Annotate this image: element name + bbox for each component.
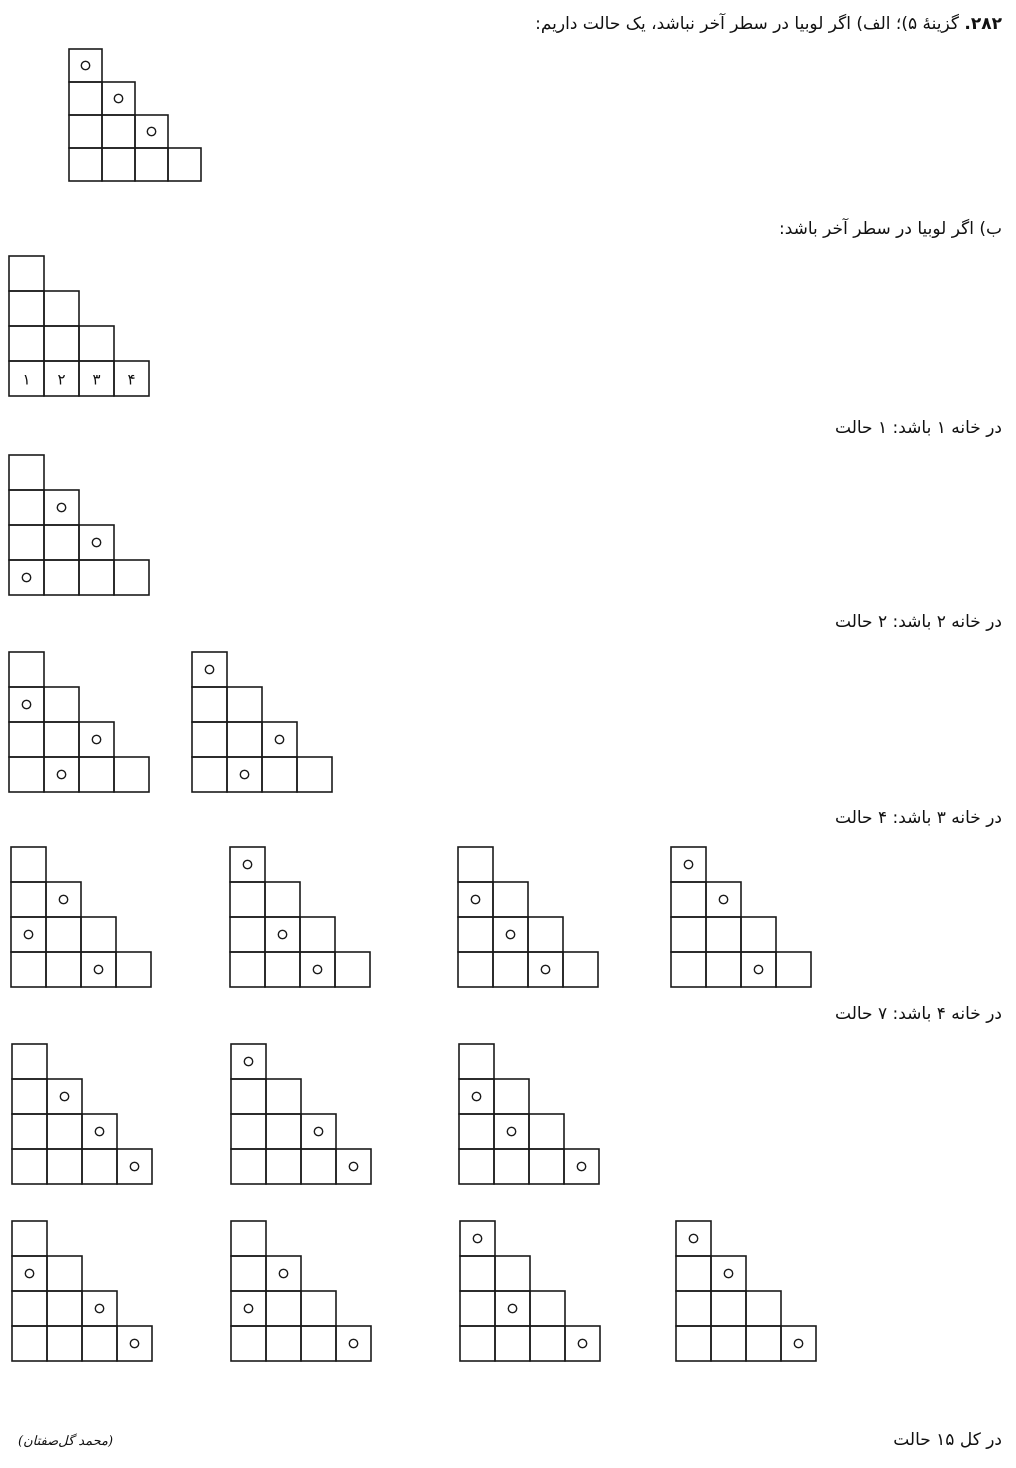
grid-cell [494,1079,529,1114]
bean-marker [24,930,32,938]
bean-marker [94,965,102,973]
case-4-figure [230,1220,372,1362]
bean-marker [349,1162,357,1170]
grid-cell [135,148,168,181]
bean-marker [22,573,30,581]
problem-statement [535,12,1002,36]
bean-marker [130,1339,138,1347]
grid-cell [79,722,114,757]
grid-cell [459,1044,494,1079]
grid-cell [44,291,79,326]
case-1-heading: در خانه ۱ باشد: ۱ حالت [835,418,1002,438]
grid-cell [301,1149,336,1184]
bean-marker [508,1304,516,1312]
case-4-figure [230,1043,372,1185]
grid-cell [44,560,79,595]
case-3-figure [10,846,152,988]
bean-marker [754,965,762,973]
grid-cell [530,1326,565,1361]
grid-cell [671,952,706,987]
grid-cell [493,952,528,987]
staircase-grid [8,454,150,596]
bean-marker [578,1339,586,1347]
grid-cell [192,757,227,792]
grid-cell [192,722,227,757]
grid-cell [81,952,116,987]
bean-marker [275,735,283,743]
grid-cell [44,687,79,722]
bean-marker [541,965,549,973]
grid-cell [301,1114,336,1149]
grid-cell [9,525,44,560]
grid-cell [46,952,81,987]
grid-cell [9,652,44,687]
bean-marker [473,1234,481,1242]
staircase-grid [229,846,371,988]
labeled-figure [8,255,150,397]
grid-cell [114,560,149,595]
grid-cell [11,917,46,952]
bean-marker [57,770,65,778]
grid-cell [47,1114,82,1149]
grid-cell [266,1079,301,1114]
bean-marker [92,735,100,743]
grid-cell [741,952,776,987]
bean-marker [25,1269,33,1277]
grid-cell [231,1326,266,1361]
case-1-figure [8,454,150,596]
grid-cell [529,1149,564,1184]
grid-cell [44,525,79,560]
grid-cell [9,722,44,757]
grid-cell [12,1221,47,1256]
grid-cell [565,1326,600,1361]
bean-marker [244,1057,252,1065]
grid-cell [9,326,44,361]
bean-marker [81,61,89,69]
grid-cell [266,1291,301,1326]
grid-cell [11,882,46,917]
bean-marker [506,930,514,938]
part-a-figure [68,48,202,182]
grid-cell [230,917,265,952]
grid-cell [563,952,598,987]
grid-cell [781,1326,816,1361]
grid-cell [460,1326,495,1361]
grid-cell [495,1326,530,1361]
grid-cell [706,917,741,952]
staircase-grid [10,846,152,988]
bean-marker [147,127,155,135]
grid-cell [671,847,706,882]
bean-marker [95,1127,103,1135]
grid-cell [460,1291,495,1326]
grid-cell [9,687,44,722]
grid-cell [230,952,265,987]
grid-cell [12,1044,47,1079]
grid-cell [47,1079,82,1114]
grid-cell [266,1256,301,1291]
grid-cell [12,1079,47,1114]
grid-cell [494,1114,529,1149]
case-2-heading: در خانه ۲ باشد: ۲ حالت [835,612,1002,632]
staircase-grid [191,651,333,793]
grid-cell [69,49,102,82]
grid-cell [231,1256,266,1291]
grid-cell [102,148,135,181]
total-line: در کل ۱۵ حالت [893,1430,1002,1450]
bean-marker [240,770,248,778]
bean-marker [243,860,251,868]
grid-cell [227,687,262,722]
grid-cell [102,82,135,115]
grid-cell [192,687,227,722]
bean-marker [95,1304,103,1312]
grid-cell [746,1326,781,1361]
grid-cell [227,722,262,757]
bean-marker [794,1339,802,1347]
staircase-grid [675,1220,817,1362]
grid-cell [300,917,335,952]
grid-cell [46,917,81,952]
bean-marker [278,930,286,938]
author-signature: (محمد گل‌صفتان) [18,1434,114,1449]
bean-marker [472,1092,480,1100]
case-2-figure [8,651,150,793]
bean-marker [60,1092,68,1100]
grid-cell [301,1326,336,1361]
case-3-heading: در خانه ۳ باشد: ۴ حالت [835,808,1002,828]
grid-cell [262,722,297,757]
staircase-grid [8,651,150,793]
grid-cell [706,882,741,917]
case-4-figure [458,1043,600,1185]
grid-cell [711,1326,746,1361]
bean-marker [507,1127,515,1135]
grid-cell [459,1149,494,1184]
grid-cell [69,82,102,115]
grid-cell [746,1291,781,1326]
grid-cell [265,952,300,987]
grid-cell [47,1291,82,1326]
grid-cell [266,1326,301,1361]
grid-cell [9,490,44,525]
case-3-figure [229,846,371,988]
grid-cell [81,917,116,952]
grid-cell [493,917,528,952]
grid-cell [711,1256,746,1291]
bean-marker [205,665,213,673]
grid-cell [676,1256,711,1291]
grid-cell [494,1149,529,1184]
grid-cell [671,882,706,917]
grid-cell [711,1291,746,1326]
grid-cell [266,1149,301,1184]
bean-marker [724,1269,732,1277]
bean-marker [244,1304,252,1312]
bean-marker [279,1269,287,1277]
staircase-grid [11,1043,153,1185]
grid-cell [458,917,493,952]
grid-cell [493,882,528,917]
staircase-grid [457,846,599,988]
grid-cell [335,952,370,987]
grid-cell [102,115,135,148]
staircase-grid [670,846,812,988]
grid-cell [117,1149,152,1184]
grid-cell [262,757,297,792]
grid-cell [301,1291,336,1326]
grid-cell [671,917,706,952]
case-4-figure [11,1043,153,1185]
bean-marker [684,860,692,868]
grid-cell [116,952,151,987]
grid-cell [44,722,79,757]
grid-cell [230,847,265,882]
grid-cell [336,1326,371,1361]
grid-cell [11,952,46,987]
grid-cell [495,1291,530,1326]
grid-cell [44,326,79,361]
bean-marker [349,1339,357,1347]
bean-marker [57,503,65,511]
grid-cell [528,917,563,952]
grid-cell [9,291,44,326]
grid-cell [529,1114,564,1149]
grid-cell [460,1256,495,1291]
grid-cell [44,490,79,525]
grid-cell [47,1256,82,1291]
grid-cell [114,757,149,792]
staircase-grid [230,1220,372,1362]
grid-cell [495,1256,530,1291]
cell-number-label: ۳ [92,370,101,389]
problem-text: گزینۀ ۵)؛ الف) اگر لوبیا در سطر آخر نباشد، یک حالت داریم: [535,14,959,34]
grid-cell [69,115,102,148]
case-4-figure [675,1220,817,1362]
grid-cell [12,1114,47,1149]
grid-cell [676,1326,711,1361]
grid-cell [297,757,332,792]
grid-cell [231,1114,266,1149]
cell-number-label: ۴ [127,370,136,389]
grid-cell [231,1079,266,1114]
grid-cell [676,1291,711,1326]
grid-cell [12,1326,47,1361]
case-4-figure [459,1220,601,1362]
grid-cell [9,560,44,595]
bean-marker [92,538,100,546]
grid-cell [459,1114,494,1149]
staircase-grid [458,1043,600,1185]
grid-cell [79,757,114,792]
case-2-figure [191,651,333,793]
grid-cell [231,1221,266,1256]
grid-cell [82,1326,117,1361]
staircase-grid [459,1220,601,1362]
problem-number: ۲۸۲. [964,14,1002,34]
grid-cell [82,1291,117,1326]
part-b-heading: ب) اگر لوبیا در سطر آخر باشد: [778,219,1002,239]
grid-cell [460,1221,495,1256]
bean-marker [471,895,479,903]
grid-cell [266,1114,301,1149]
case-4-figure [11,1220,153,1362]
grid-cell [231,1149,266,1184]
grid-cell [79,560,114,595]
grid-cell [11,847,46,882]
grid-cell [12,1149,47,1184]
grid-cell [458,952,493,987]
bean-marker [130,1162,138,1170]
grid-cell [528,952,563,987]
bean-marker [689,1234,697,1242]
grid-cell [79,326,114,361]
grid-cell [458,847,493,882]
bean-marker [314,1127,322,1135]
grid-cell [79,525,114,560]
grid-cell [9,256,44,291]
grid-cell [82,1149,117,1184]
grid-cell [706,952,741,987]
grid-cell [44,757,79,792]
grid-cell [47,1149,82,1184]
grid-cell [192,652,227,687]
grid-cell [459,1079,494,1114]
grid-cell [336,1149,371,1184]
grid-cell [168,148,201,181]
case-3-figure [670,846,812,988]
grid-cell [69,148,102,181]
bean-marker [719,895,727,903]
cell-number-label: ۱ [22,370,31,389]
staircase-grid [8,255,150,397]
staircase-grid [68,48,202,182]
grid-cell [135,115,168,148]
grid-cell [231,1044,266,1079]
bean-marker [59,895,67,903]
grid-cell [227,757,262,792]
grid-cell [231,1291,266,1326]
bean-marker [114,94,122,102]
grid-cell [676,1221,711,1256]
grid-cell [530,1291,565,1326]
staircase-grid [11,1220,153,1362]
grid-cell [458,882,493,917]
grid-cell [82,1114,117,1149]
grid-cell [230,882,265,917]
grid-cell [265,917,300,952]
cell-number-label: ۲ [57,370,66,389]
grid-cell [741,917,776,952]
grid-cell [46,882,81,917]
staircase-grid [230,1043,372,1185]
grid-cell [117,1326,152,1361]
case-4-heading: در خانه ۴ باشد: ۷ حالت [835,1004,1002,1024]
grid-cell [9,455,44,490]
grid-cell [12,1256,47,1291]
grid-cell [265,882,300,917]
bean-marker [22,700,30,708]
grid-cell [564,1149,599,1184]
grid-cell [47,1326,82,1361]
case-3-figure [457,846,599,988]
bean-marker [313,965,321,973]
grid-cell [9,757,44,792]
grid-cell [300,952,335,987]
grid-cell [776,952,811,987]
grid-cell [12,1291,47,1326]
bean-marker [577,1162,585,1170]
